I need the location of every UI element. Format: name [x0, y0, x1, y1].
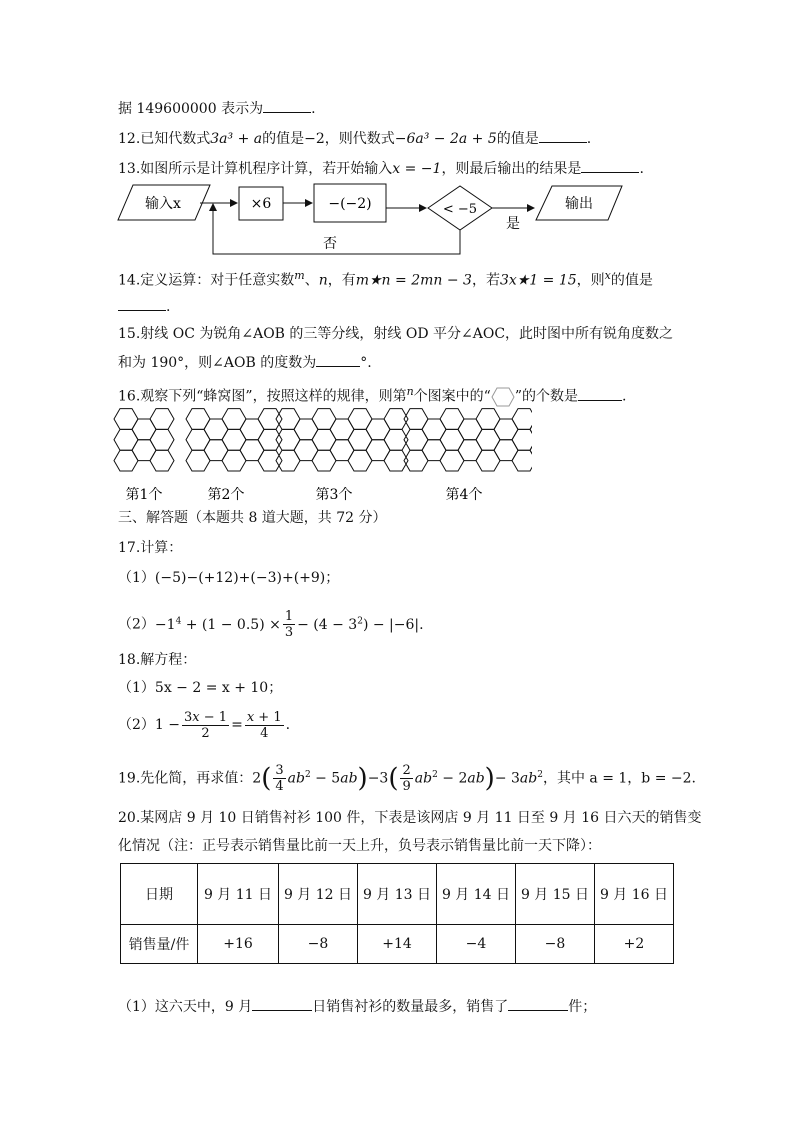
table-row-label: 销售量/件: [121, 925, 198, 964]
honeycomb-hexagon: [258, 450, 282, 471]
honeycomb-hexagon: [366, 419, 390, 440]
q20-line1: 20.某网店 9 月 10 日销售衬衫 100 件，下表是该网店 9 月 11 日至 9 月 16 日六天的销售变: [118, 810, 702, 826]
table-cell: 9 月 16 日: [595, 864, 674, 925]
table-cell: −4: [437, 925, 516, 964]
flow-input-label: 输入x: [145, 196, 181, 212]
honeycomb-hexagon: [512, 409, 532, 430]
honeycomb-figures: [112, 405, 532, 505]
q12-expr1: 3a³ + a: [210, 131, 263, 147]
q12-expr2: −6a³ − 2a + 5: [394, 131, 497, 147]
flow-no-label: 否: [323, 236, 337, 252]
q15-line1: 15.射线 OC 为锐角∠AOB 的三等分线，射线 OD 平分∠AOC，此时图中所有锐角度数之: [118, 326, 674, 342]
section-3-heading: 三、解答题（本题共 8 道大题，共 72 分）: [118, 510, 387, 526]
q12-line: 12.已知代数式3a³ + a的值是−2，则代数式−6a³ − 2a + 5的值是 .: [118, 128, 591, 149]
table-cell: 9 月 12 日: [279, 864, 358, 925]
honeycomb-hexagon: [294, 440, 318, 461]
honeycomb-hexagon: [222, 409, 246, 430]
honeycomb-hexagon: [530, 440, 532, 461]
q17-part1: （1）(−5)−(+12)+(−3)+(+9)；: [118, 570, 340, 586]
honeycomb-hexagon: [150, 429, 174, 450]
honeycomb-hexagon: [330, 440, 354, 461]
honeycomb-hexagon: [276, 450, 300, 471]
q19-line: 19.先化简，再求值：2( $\frac{3}{4}$ $ab^2 - 5ab)-3$( $\frac{2}{9}$ $ab^2 - 2ab)- 3ab^2$，其中 a = 1，b = −2.: [118, 763, 696, 795]
honeycomb-hexagon: [222, 429, 246, 450]
q20-count-blank[interactable]: [508, 996, 568, 1011]
honeycomb-hexagon: [204, 419, 228, 440]
honeycomb-hexagon: [512, 429, 532, 450]
table-cell: 9 月 15 日: [516, 864, 595, 925]
table-cell: +16: [198, 925, 279, 964]
sales-table: [120, 863, 674, 964]
honeycomb-hexagon: [422, 440, 446, 461]
honeycomb-hexagon: [348, 450, 372, 471]
table-cell: +2: [595, 925, 674, 964]
flow-decision-label: < −5: [442, 202, 478, 217]
hex-label-2: 第2个: [207, 487, 245, 503]
hexagon-icon: [491, 387, 515, 407]
q18-part1: （1）5x − 2 = x + 10；: [118, 680, 283, 696]
honeycomb-hexagon: [258, 429, 282, 450]
q11-line: 据 149600000 表示为 .: [118, 98, 316, 119]
honeycomb-hexagon: [330, 419, 354, 440]
table-cell: −8: [279, 925, 358, 964]
honeycomb-hexagon: [512, 450, 532, 471]
honeycomb-hexagon: [132, 440, 156, 461]
q13-answer-blank[interactable]: [581, 158, 639, 173]
q14-line2: .: [118, 296, 170, 317]
honeycomb-hexagon: [186, 450, 210, 471]
q17-title: 17.计算：: [118, 540, 183, 556]
q20-date-blank[interactable]: [252, 996, 312, 1011]
flow-output-label: 输出: [565, 196, 593, 212]
q11-answer-blank[interactable]: [263, 98, 311, 113]
q15-answer-blank[interactable]: [316, 352, 360, 367]
q12-answer-blank[interactable]: [539, 128, 587, 143]
honeycomb-hexagon: [150, 450, 174, 471]
honeycomb-hexagon: [312, 409, 336, 430]
honeycomb-hexagon: [204, 440, 228, 461]
honeycomb-hexagon: [276, 429, 300, 450]
q20-part1: （1）这六天中，9 月 日销售衬衫的数量最多，销售了 件；: [118, 996, 596, 1017]
honeycomb-hexagon: [530, 419, 532, 440]
honeycomb-hexagon: [114, 450, 138, 471]
honeycomb-hexagon: [240, 419, 264, 440]
honeycomb-hexagon: [150, 409, 174, 430]
q15-line2: 和为 190°，则∠AOB 的度数为 °.: [118, 352, 372, 373]
honeycomb-hexagon: [440, 450, 464, 471]
honeycomb-hexagon: [114, 409, 138, 430]
honeycomb-hexagon: [494, 419, 518, 440]
hex-label-1: 第1个: [125, 487, 163, 503]
table-row: [121, 925, 674, 964]
honeycomb-hexagon: [476, 409, 500, 430]
q14-answer-blank[interactable]: [118, 296, 166, 311]
honeycomb-hexagon: [440, 429, 464, 450]
honeycomb-hexagon: [366, 440, 390, 461]
honeycomb-hexagon: [186, 429, 210, 450]
star-definition: m★n = 2mn − 3: [355, 272, 472, 289]
flow-step2-label: −(−2): [328, 196, 372, 212]
honeycomb-hexagon: [222, 450, 246, 471]
hex-label-3: 第3个: [315, 487, 353, 503]
q13-line: 13.如图所示是计算机程序计算，若开始输入x = −1，则最后输出的结果是 .: [118, 158, 644, 179]
honeycomb-hexagon: [186, 409, 210, 430]
table-cell: 9 月 11 日: [198, 864, 279, 925]
honeycomb-hexagon: [258, 409, 282, 430]
q17-part2: $(2)-1^4 + (1 - 0.5)$ × $\frac{1}{3}$ − $(4 - 3^2) - |-6|$.: [118, 609, 424, 641]
q11-text: 据 149600000 表示为: [118, 101, 264, 117]
hex-label-4: 第4个: [445, 487, 483, 503]
honeycomb-hexagon: [312, 450, 336, 471]
q14-line1: 14.定义运算：对于任意实数$^m$、n，有m★n = 2mn − 3，若3x★1 = 15，则$^x$的值是: [118, 269, 653, 289]
honeycomb-hexagon: [458, 440, 482, 461]
flow-step1-label: ×6: [250, 196, 272, 212]
q18-title: 18.解方程：: [118, 652, 197, 668]
honeycomb-hexagon: [294, 419, 318, 440]
honeycomb-hexagon: [476, 429, 500, 450]
honeycomb-hexagon: [348, 429, 372, 450]
table-header-label: 日期: [121, 864, 198, 925]
honeycomb-hexagon: [422, 419, 446, 440]
q18-part2: （2）1 − $\frac{3x - 1}{2}$ = $\frac{x + 1}{4}$ .: [118, 709, 291, 741]
honeycomb-hexagon: [312, 429, 336, 450]
honeycomb-hexagon: [276, 409, 300, 430]
honeycomb-hexagon: [348, 409, 372, 430]
table-cell: 9 月 14 日: [437, 864, 516, 925]
q20-line2: 化情况（注：正号表示销售量比前一天上升，负号表示销售量比前一天下降）：: [118, 838, 601, 854]
honeycomb-hexagon: [458, 419, 482, 440]
table-cell: 9 月 13 日: [358, 864, 437, 925]
honeycomb-hexagon: [494, 440, 518, 461]
honeycomb-hexagon: [132, 419, 156, 440]
q16-line: 16.观察下列“蜂窝图”，按照这样的规律，则第$^n$个图案中的“ ”的个数是 .: [118, 385, 627, 405]
table-cell: +14: [358, 925, 437, 964]
program-flowchart: [115, 180, 635, 260]
honeycomb-hexagon: [476, 450, 500, 471]
honeycomb-hexagon: [240, 440, 264, 461]
honeycomb-hexagon: [114, 429, 138, 450]
q16-answer-blank[interactable]: [578, 386, 622, 401]
star-equation: 3x★1 = 15: [499, 272, 577, 289]
flow-yes-label: 是: [506, 216, 520, 232]
table-row: [121, 864, 674, 925]
honeycomb-hexagon: [440, 409, 464, 430]
table-cell: −8: [516, 925, 595, 964]
